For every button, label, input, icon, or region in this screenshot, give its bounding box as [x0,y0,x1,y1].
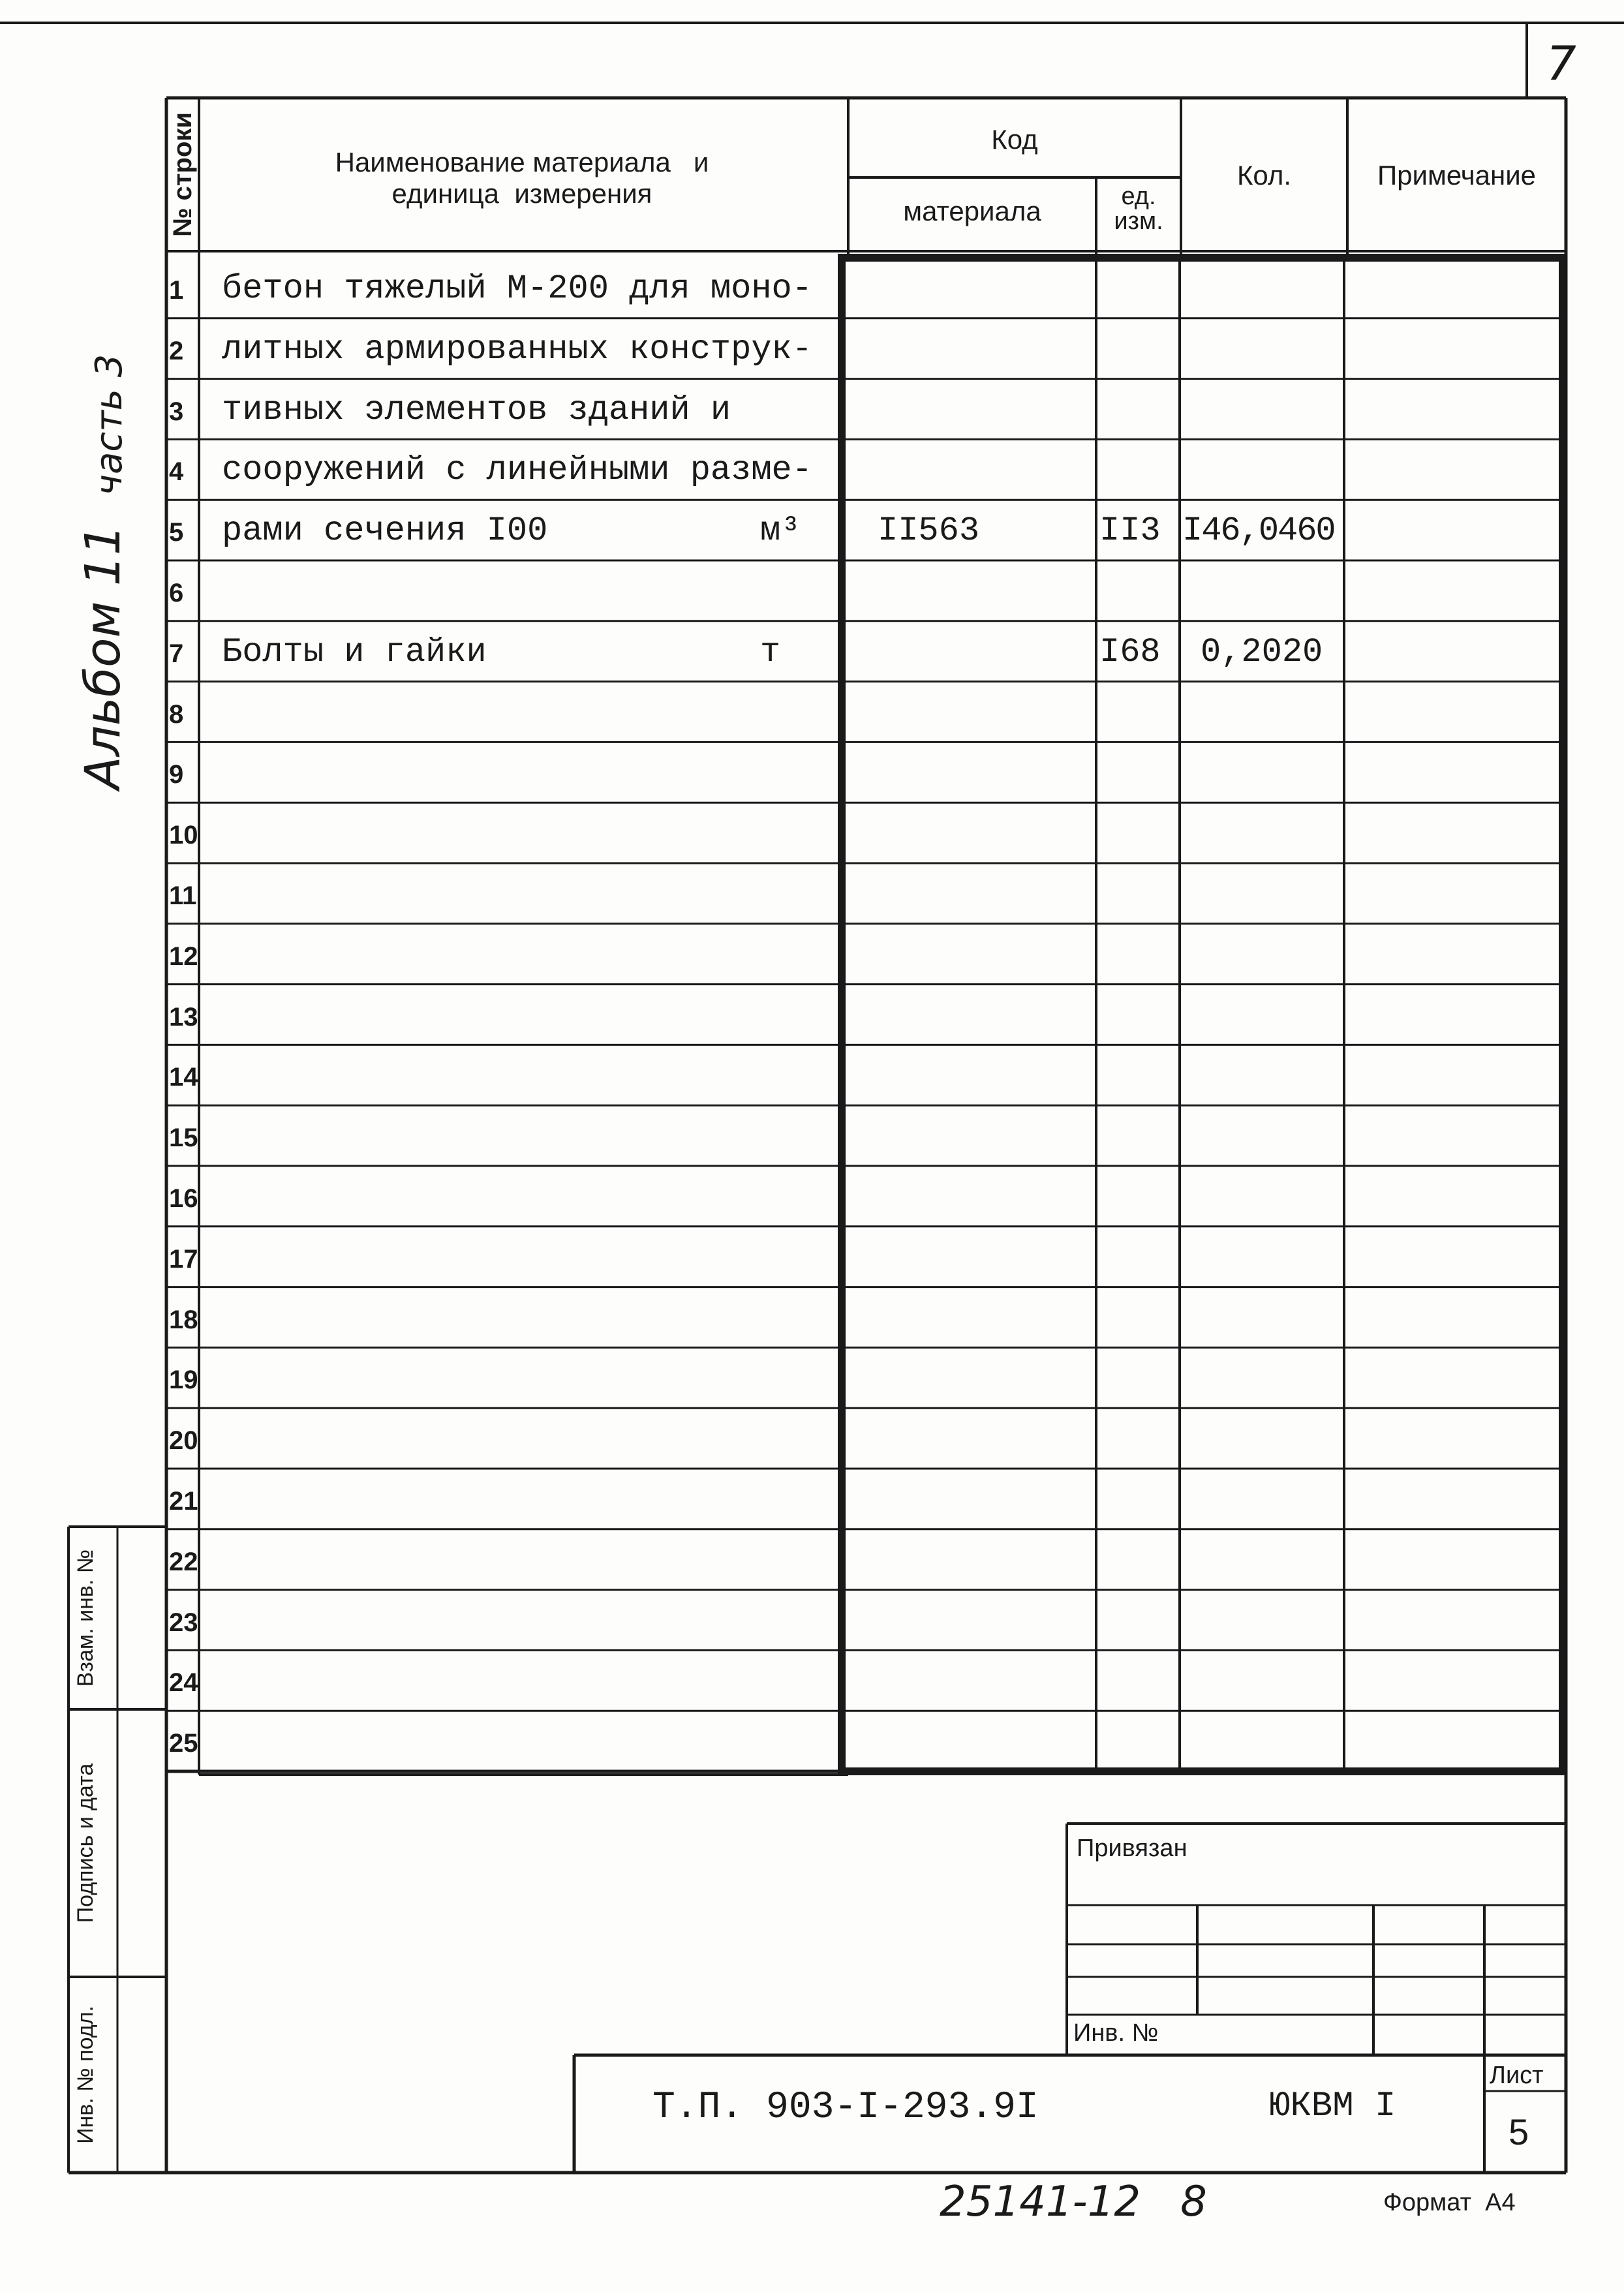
stamp-inv-podl: Инв. № подл. [73,2006,98,2144]
row-number: 5 [169,518,184,547]
stamp-vzam-inv: Взам. инв. № [73,1549,98,1687]
row-number: 1 [169,276,184,305]
row-number: 12 [169,941,198,971]
stamp-podpis-data: Подпись и дата [73,1763,98,1923]
side-part-label: часть 3 [88,354,130,496]
row-number: 14 [169,1063,198,1092]
row-number: 2 [169,336,184,365]
side-album-label: Альбом 11 [75,525,131,789]
header-note: Примечание [1377,160,1537,191]
row-number: 24 [169,1668,198,1698]
row-number: 8 [169,699,184,729]
unit-symbol: т [760,632,781,671]
header-material-name: Наименование материала и единица измерения [335,147,709,209]
row-number: 13 [169,1002,198,1031]
inv-no-label: Инв. № [1073,2019,1159,2047]
row-number: 21 [169,1487,198,1516]
material-name: рами сечения I00 [222,512,548,551]
sheet-label: Лист [1490,2062,1544,2089]
material-code: II563 [878,512,980,551]
row-number: 3 [169,397,184,426]
row-number: 10 [169,821,198,850]
header-unit: ед. изм. [1114,183,1163,235]
unit-symbol: м³ [760,512,801,551]
row-number: 6 [169,579,184,607]
material-name: бетон тяжелый М-200 для моно- [222,269,812,308]
format-label: Формат А4 [1383,2189,1516,2216]
header-row-number: № строки [168,112,197,237]
row-number: 4 [169,457,184,487]
header-code: Код [991,124,1038,155]
unit-code: I68 [1099,632,1161,671]
header-quantity: Кол. [1236,160,1292,191]
row-number: 22 [169,1547,198,1576]
page-number: 7 [1546,36,1576,91]
row-number: 15 [169,1123,198,1153]
privyazan-label: Привязан [1077,1835,1187,1862]
handwritten-number: 25141-12 8 [940,2178,1207,2226]
material-name: сооружений с линейными разме- [222,451,812,490]
row-number: 17 [169,1244,198,1274]
quantity-value: I46,0460 [1182,512,1335,551]
document-designation: Т.П. 903-I-293.9I [652,2086,1039,2129]
unit-code: II3 [1099,512,1161,551]
header-material-code: материала [903,196,1041,226]
sheet-number: 5 [1509,2111,1529,2152]
row-number: 19 [169,1366,198,1395]
row-number: 16 [169,1184,198,1213]
row-number: 7 [169,639,184,668]
row-number: 18 [169,1305,198,1334]
material-name: литных армированных конструк- [222,329,812,369]
row-number: 9 [169,760,184,789]
row-number: 11 [169,881,197,910]
row-number: 25 [169,1729,198,1758]
quantity-value: 0,2020 [1201,632,1323,671]
row-number: 20 [169,1426,198,1456]
row-number: 23 [169,1608,198,1637]
document-code: ЮКВМ I [1269,2086,1396,2126]
material-name: Болты и гайки [222,632,487,671]
material-name: тивных элементов зданий и [222,390,731,429]
